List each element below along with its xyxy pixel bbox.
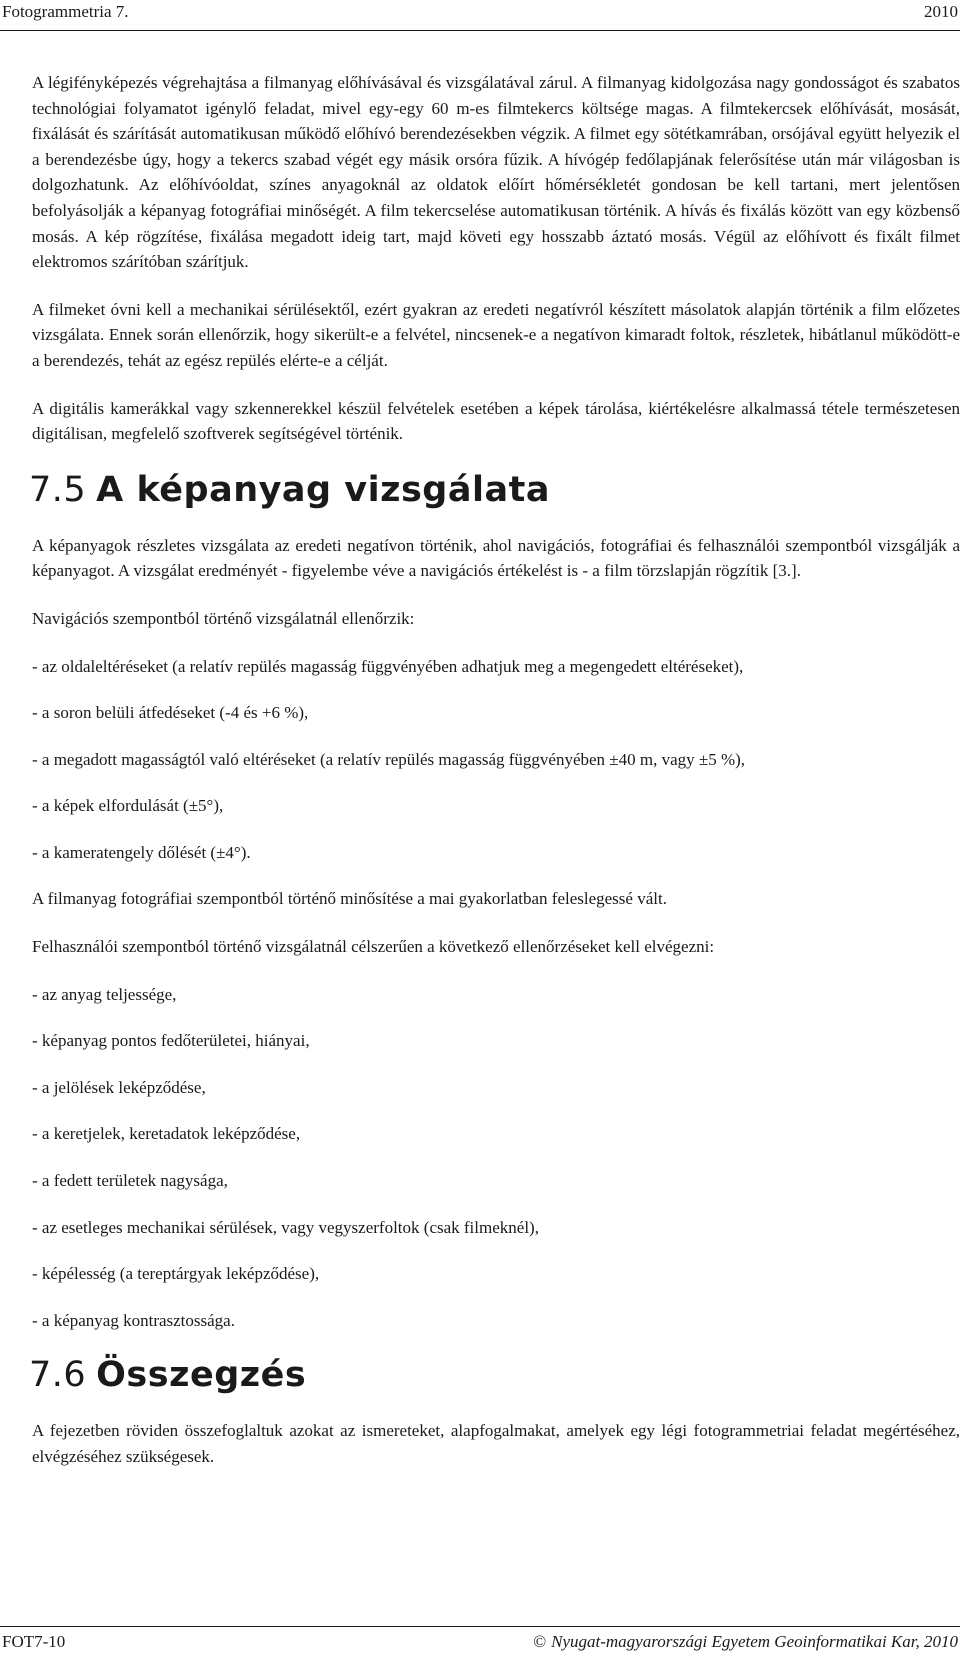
page-content (29, 70, 960, 1492)
section-7-6-paragraph: A fejezetben röviden összefoglaltuk azokat az ismereteket, alapfogalmakat, amelyek egy légi fotogrammetriai feladat megértéséhez, elvégzéséhez szükségesek. (32, 1421, 960, 1466)
list-item: - az esetleges mechanikai sérülések, vagy vegyszerfoltok (csak filmeknél), (32, 1217, 539, 1237)
section-7-5-paragraph: A képanyagok részletes vizsgálata az eredeti negatívon történik, ahol navigációs, fotográfiai és felhasználói szempontból vizsgálják a képanyagot. A vizsgálat eredményét - figyelembe véve a navigációs értékelést is - a film törzslapján rögzítik [3.]. (32, 535, 960, 581)
section-title: A képanyag vizsgálata (96, 469, 550, 510)
header-rule (0, 30, 960, 31)
list-item: - képanyag pontos fedőterületei, hiányai, (32, 1031, 310, 1051)
section-title: Összegzés (96, 1355, 307, 1396)
section-heading-7-5 (29, 469, 960, 511)
footer-institution: Nyugat-magyarországi Egyetem Geoinformatikai Kar, 2010 (551, 1632, 958, 1651)
intro-paragraph-1: A légifényképezés végrehajtása a filmanyag előhívásával és vizsgálatával zárul. A filmanyag kidolgozása nagy gondosságot és szabatos technológiai folyamatot igénylő feladat, mivel egy-egy 60 m-es filmtekercs költsége magas. A filmtekercsek előhívását, mosását, fixálását és szárítását automatikusan működő előhívó berendezésekben végzik. A filmet egy sötétkamrában, orsójával együtt helyezik el a berendezésbe úgy, hogy a tekercs szabad végét egy másik orsóra fűzik. A hívógép fedőlapjának felerősítése után már világosban is dolgozhatunk. Az előhívóoldat, színes anyagoknál az oldatok előírt hőmérsékletét gondosan be kell tartani, mert jelentősen befolyásolják a képanyag fotográfiai minőségét. A film tekercselése automatikusan történik. A hívás és fixálás között van egy közbenső mosás. A kép rögzítése, fixálása megadott ideig tart, majd követi egy hosszabb áztató mosás. Végül az előhívott és fixált filmet elektromos szárítóban szárítjuk. (32, 73, 960, 272)
list-item: - a jelölések leképződése, (32, 1077, 206, 1097)
page-header (0, 0, 960, 32)
intro-paragraph-3: A digitális kamerákkal vagy szkennerekkel készül felvételek esetében a képek tárolása, kiértékelésre alkalmassá tétele természetesen digitálisan, megfelelő szoftverek segítségével történik. (32, 398, 960, 444)
nav-check-intro: Navigációs szempontból történő vizsgálatnál ellenőrzik: (32, 608, 415, 628)
photo-check-paragraph: A filmanyag fotográfiai szempontból történő minősítése a mai gyakorlatban feleslegessé vált. (32, 889, 667, 909)
list-item: - a kameratengely dőlését (±4°). (32, 842, 251, 862)
section-heading-7-6 (29, 1354, 960, 1396)
intro-paragraph-2: A filmeket óvni kell a mechanikai sérülésektől, ezért gyakran az eredeti negatívról készített másolatok alapján történik a film előzetes vizsgálata. Ennek során ellenőrzik, hogy sikerült-e a felvétel, nincsenek-e a negatívon kimaradt foltok, részletek, hibátlanul működött-e a berendezés, tehát az egész repülés elérte-e a célját. (32, 299, 960, 370)
list-item: - a fedett területek nagysága, (32, 1171, 228, 1191)
list-item: - a soron belüli átfedéseket (-4 és +6 %), (32, 703, 309, 723)
copyright-icon: © (533, 1632, 547, 1651)
header-title: Fotogrammetria 7. (2, 2, 129, 21)
section-number: 7.6 (29, 1355, 87, 1396)
list-item: - az oldaleltéréseket (a relatív repülés magasság függvényében adhatjuk meg a megengedett eltéréseket), (32, 656, 744, 676)
list-item: - képélesség (a tereptárgyak leképződése), (32, 1264, 320, 1284)
list-item: - a keretjelek, keretadatok leképződése, (32, 1124, 301, 1144)
footer-rule (0, 1626, 960, 1627)
footer-page-code: FOT7-10 (2, 1632, 66, 1651)
list-item: - a képanyag kontrasztossága. (32, 1310, 235, 1330)
list-item: - a képek elfordulását (±5°), (32, 796, 224, 816)
user-check-intro: Felhasználói szempontból történő vizsgálatnál célszerűen a következő ellenőrzéseket kell elvégezni: (32, 937, 715, 957)
list-item: - az anyag teljessége, (32, 984, 177, 1004)
list-item: - a megadott magasságtól való eltéréseket (a relatív repülés magasság függvényében ±40 m, vagy ±5 %), (32, 749, 746, 769)
section-number: 7.5 (29, 469, 87, 510)
footer-copyright (533, 1632, 958, 1652)
header-year: 2010 (924, 2, 958, 21)
user-check-list (32, 982, 960, 1334)
page-footer (0, 1626, 960, 1660)
nav-check-list (32, 654, 960, 866)
